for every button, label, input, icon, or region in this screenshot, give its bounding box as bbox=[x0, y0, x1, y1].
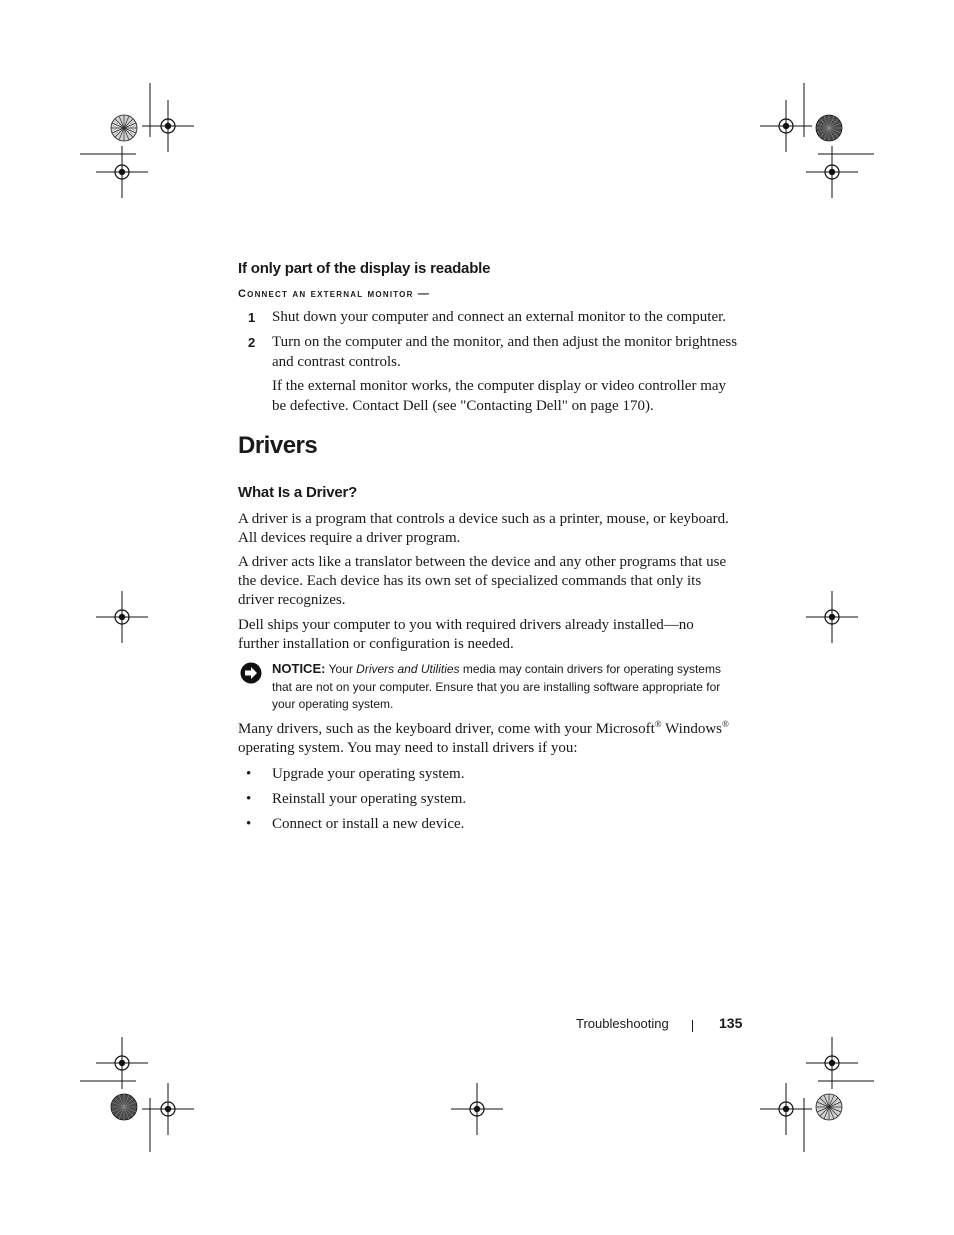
windows-text-1: Many drivers, such as the keyboard driver, come with your Microsoft bbox=[238, 721, 655, 737]
step-number: 2 bbox=[248, 335, 256, 350]
step-item bbox=[238, 308, 738, 328]
registration-crosshair-icon bbox=[806, 591, 858, 643]
step-text: Turn on the computer and the monitor, and then adjust the monitor brightness and contrast controls. bbox=[272, 334, 738, 370]
step-item bbox=[238, 333, 738, 372]
procedure-subheading: Connect an external monitor — bbox=[238, 288, 431, 300]
page-title: Drivers bbox=[238, 432, 318, 459]
notice-text-pre: Your bbox=[328, 662, 353, 676]
step-text: Shut down your computer and connect an external monitor to the computer. bbox=[272, 309, 727, 325]
registration-starburst-icon bbox=[111, 115, 137, 141]
footer-section-name: Troubleshooting bbox=[576, 1016, 669, 1031]
section-heading: What Is a Driver? bbox=[238, 484, 358, 501]
step-note bbox=[238, 377, 738, 416]
notice-arrow-icon bbox=[240, 662, 262, 684]
registration-crosshair-icon bbox=[451, 1083, 503, 1135]
bullet-marker: • bbox=[246, 766, 252, 782]
registration-starburst-icon bbox=[111, 1094, 137, 1120]
body-paragraph: A driver acts like a translator between the device and any other programs that use the device. Each device has its own set of specialized commands that only its driver recognizes. bbox=[238, 554, 727, 608]
bullet-marker: • bbox=[246, 816, 252, 832]
page-number: 135 bbox=[719, 1015, 743, 1031]
notice-text-post: media may contain drivers for operating systems that are not on your computer. Ensure that you are installing software appropriate for your operating system. bbox=[272, 662, 721, 711]
list-item bbox=[238, 765, 738, 784]
registered-mark: ® bbox=[654, 719, 662, 729]
list-item bbox=[238, 815, 738, 834]
bullet-marker: • bbox=[246, 791, 252, 807]
registration-starburst-icon bbox=[816, 115, 842, 141]
list-item-text: Upgrade your operating system. bbox=[272, 766, 465, 782]
windows-text-2: Windows bbox=[661, 721, 723, 737]
registration-starburst-icon bbox=[816, 1094, 842, 1120]
notice-text-italic: Drivers and Utilities bbox=[356, 662, 460, 676]
section-heading: If only part of the display is readable bbox=[238, 260, 491, 277]
notice-callout bbox=[238, 660, 738, 714]
notice-text bbox=[272, 660, 738, 714]
notice-label: NOTICE: bbox=[272, 661, 326, 676]
list-item bbox=[238, 790, 738, 809]
windows-text-3: operating system. You may need to install drivers if you: bbox=[238, 740, 578, 756]
step-note-text: If the external monitor works, the computer display or video controller may be defective. Contact Dell (see "Contacting Dell" on page 170). bbox=[272, 378, 727, 414]
windows-paragraph bbox=[238, 720, 738, 758]
body-paragraph: A driver is a program that controls a device such as a printer, mouse, or keyboard. All devices require a driver program. bbox=[238, 511, 729, 546]
body-paragraph: Dell ships your computer to you with required drivers already installed—no further installation or configuration is needed. bbox=[238, 617, 694, 652]
footer-divider bbox=[692, 1020, 693, 1032]
step-number: 1 bbox=[248, 310, 256, 325]
registration-crosshair-icon bbox=[96, 591, 148, 643]
list-item-text: Connect or install a new device. bbox=[272, 816, 465, 832]
list-item-text: Reinstall your operating system. bbox=[272, 791, 467, 807]
registered-mark: ® bbox=[722, 719, 729, 729]
